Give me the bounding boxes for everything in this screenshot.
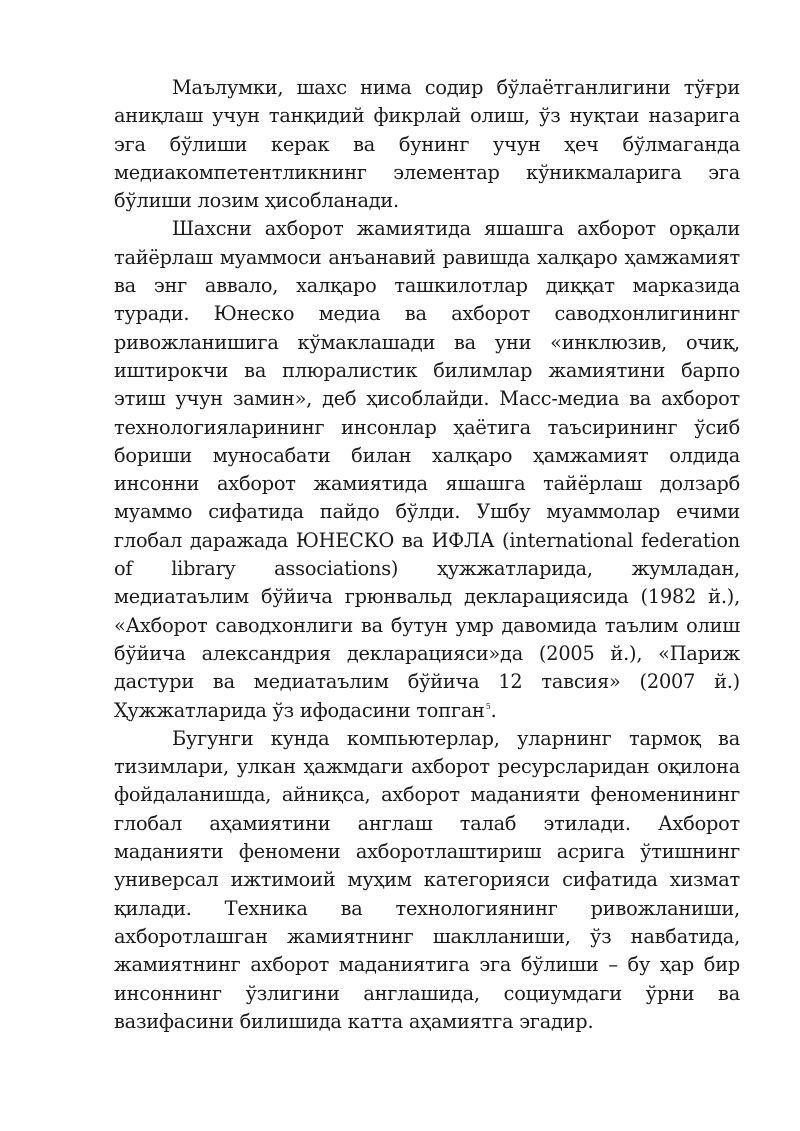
paragraph-2 bbox=[114, 215, 740, 724]
paragraph-1 bbox=[114, 74, 740, 215]
paragraph-3-text: Бугунги кунда компьютерлар, уларнинг тармоқ ва тизимлари, улкан ҳажмдаги ахборот ресурсларидан оқилона фойдаланишда, айниқса, ахборот маданияти феноменининг глобал аҳамиятини англаш талаб этилади. Ахборот маданияти феномени ахборотлаштириш асрига ўтишнинг универсал ижтимоий муҳим категорияси сифатида хизмат қилади. Техника ва технологиянинг ривожланиши, ахборотлашган жамиятнинг шаклланиши, ўз навбатида, жамиятнинг ахборот маданиятига эга бўлиши – бу ҳар бир инсоннинг ўзлигини англашида, социумдаги ўрни ва вазифасини билишида катта аҳамиятга эгадир. bbox=[114, 726, 740, 1033]
body-text bbox=[114, 74, 740, 1036]
paragraph-2-end: . bbox=[490, 698, 497, 722]
paragraph-1-text: Маълумки, шахс нима содир бўлаётганлигини тўғри аниқлаш учун танқидий фикрлай олиш, ўз нуқтаи назарига эга бўлиши керак ва бунинг учун ҳеч бўлмаганда медиакомпетентликнинг элементар кўникмаларига эга бўлиши лозим ҳисобланади. bbox=[114, 76, 740, 213]
paragraph-2-text: Шахсни ахборот жамиятида яшашга ахборот орқали тайёрлаш муаммоси анъанавий равишда халқаро ҳамжамият ва энг аввало, халқаро ташкилотлар диққат марказида туради. Юнеско медиа ва ахборот саводхонлигининг ривожланишига кўмаклашади ва уни «инклюзив, очиқ, иштирокчи ва плюралистик билимлар жамиятини барпо этиш учун замин», деб ҳисоблайди. Масс-медиа ва ахборот технологияларининг инсонлар ҳаётига таъсирининг ўсиб бориши муносабати билан халқаро ҳамжамият олдида инсонни ахборот жамиятида яшашга тайёрлаш долзарб муаммо сифатида пайдо бўлди. Ушбу муаммолар ечими глобал даражада ЮНЕСКО ва ИФЛА (international federation of library associations) ҳужжатларида, жумладан, медиатаълим бўйича грюнвальд декларациясида (1982 й.), «Ахборот саводхонлиги ва бутун умр давомида таълим олиш бўйича александрия декларацияси»да (2005 й.), «Париж дастури ва медиатаълим бўйича 12 тавсия» (2007 й.) Ҳужжатларида ўз ифодасини топган bbox=[114, 217, 740, 722]
footnote-marker[interactable]: 5 bbox=[485, 701, 491, 711]
paragraph-3 bbox=[114, 725, 740, 1036]
